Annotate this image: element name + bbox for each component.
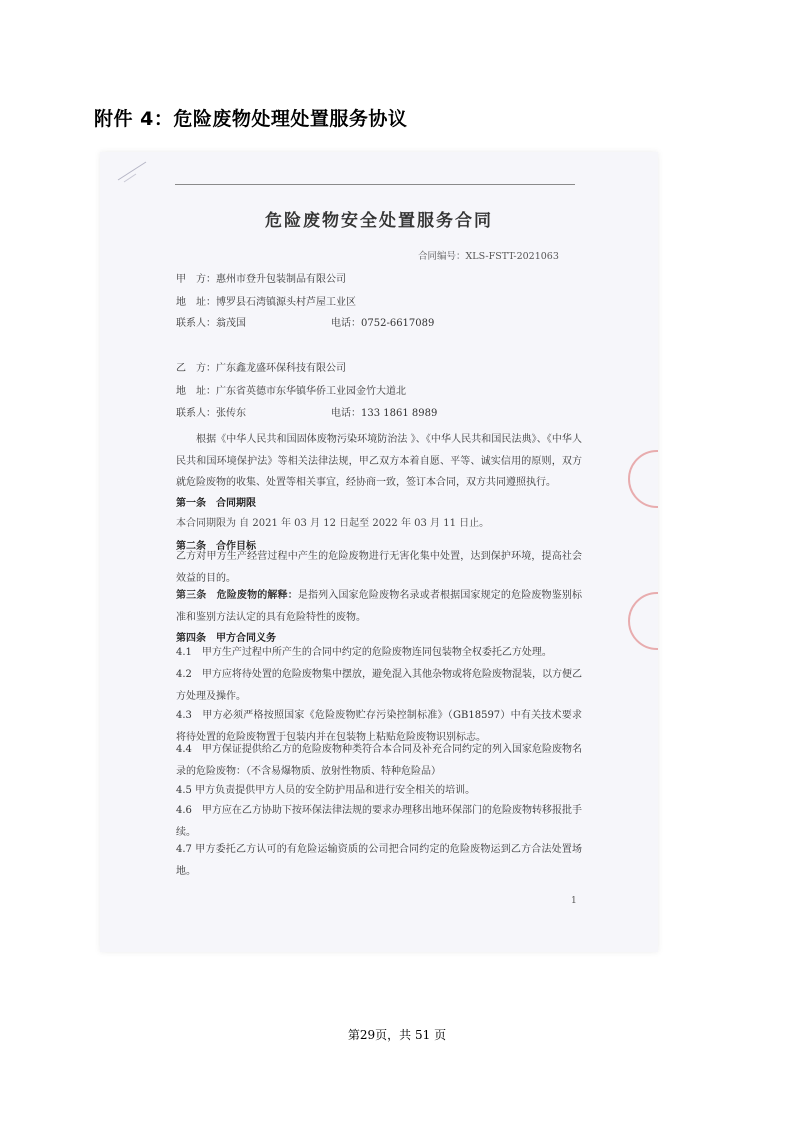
page-footer: 第29页，共 51 页 [347,1028,447,1042]
contract-title: 危险废物安全处置服务合同 [265,211,493,231]
article-4-item: 4.2 甲方应将待处置的危险废物集中摆放，避免混入其他杂物或将危险废物混装，以方便乙方处理及操作。 [176,669,582,702]
article-4-item: 4.7 甲方委托乙方认可的有危险运输资质的公司把合同约定的危险废物运到乙方合法处置场地。 [176,844,582,877]
article-1-title: 第一条 合同期限 [176,498,256,509]
party-b-address [176,382,406,397]
party-a-address [176,293,356,308]
party-b-name-value: 广东鑫龙盛环保科技有限公司 [216,363,346,374]
party-a-phone-label: 电话： [331,318,361,329]
party-a-contact [176,314,246,329]
party-b-name [176,359,346,374]
red-seal-stamp [628,450,658,508]
article-3-text: 是指列入国家危险废物名录或者根据国家规定的危险废物鉴别标准和鉴别方法认定的具有危险特性的废物。 [176,590,583,623]
article-4-title: 第四条 甲方合同义务 [176,633,276,644]
article-2-text: 乙方对甲方生产经营过程中产生的危险废物进行无害化集中处置，达到保护环境，提高社会效益的目的。 [176,551,582,584]
red-seal-stamp [628,592,658,650]
party-a-name-label: 甲 方： [176,274,216,285]
scan-page-number: 1 [571,896,577,906]
scanned-contract-page [100,152,658,952]
party-a-contact-value: 翁茂国 [216,318,246,329]
party-b-name-label: 乙 方： [176,363,216,374]
party-b-contact [176,404,246,419]
article-4-item: 4.5 甲方负责提供甲方人员的安全防护用品和进行安全相关的培训。 [176,785,476,796]
article-4-item: 4.1 甲方生产过程中所产生的合同中约定的危险废物连同包装物全权委托乙方处理。 [176,647,552,658]
preamble: 根据《中华人民共和国固体废物污染环境防治法 》、《中华人民共和国民法典》、《中华人民共和国环境保护法》等相关法律法规，甲乙双方本着自愿、平等、诚实信用的原则，双方就危险废物的收集、处置等相关事宜，经协商一致，签订本合同，双方共同遵照执行。 [176,434,582,488]
party-b-phone-value: 133 1861 8989 [361,408,438,419]
article-4-item: 4.4 甲方保证提供给乙方的危险废物种类符合本合同及补充合同约定的列入国家危险废物名录的危险废物：（不含易爆物质、放射性物质、特种危险品） [176,744,582,777]
page-heading: 附件 4：危险废物处理处置服务协议 [94,108,408,130]
party-b-contact-value: 张传东 [216,408,246,419]
article-2-title: 第二条 合作目标 [176,541,256,552]
article-4-item: 4.6 甲方应在乙方协助下按环保法律法规的要求办理移出地环保部门的危险废物转移报批手续。 [176,805,582,838]
party-b-address-value: 广东省英德市东华镇华侨工业园金竹大道北 [216,386,406,397]
party-a-address-label: 地 址： [176,297,216,308]
article-4-item: 4.3 甲方必须严格按照国家《危险废物贮存污染控制标准》（GB18597）中有关技术要求将待处置的危险废物置于包装内并在包装物上粘贴危险废物识别标志。 [176,710,582,743]
contract-number: 合同编号：XLS-FSTT-2021063 [418,251,559,262]
article-3 [176,585,582,628]
scan-mark [110,156,150,186]
party-a-phone-value: 0752-6617089 [361,318,435,329]
party-a-phone [331,314,434,329]
party-b-contact-label: 联系人： [176,408,216,419]
party-b-address-label: 地 址： [176,386,216,397]
party-a-name-value: 惠州市登升包装制品有限公司 [216,274,346,285]
party-a-contact-label: 联系人： [176,318,216,329]
party-b-phone-label: 电话： [331,408,361,419]
top-divider [175,184,575,185]
article-1-text: 本合同期限为 自 2021 年 03 月 12 日起至 2022 年 03 月 11 日止。 [176,518,490,529]
party-a-address-value: 博罗县石湾镇源头村芦屋工业区 [216,297,356,308]
article-3-term: 第三条 危险废物的解释： [176,590,298,601]
party-b-phone [331,404,437,419]
party-a-name [176,270,346,285]
